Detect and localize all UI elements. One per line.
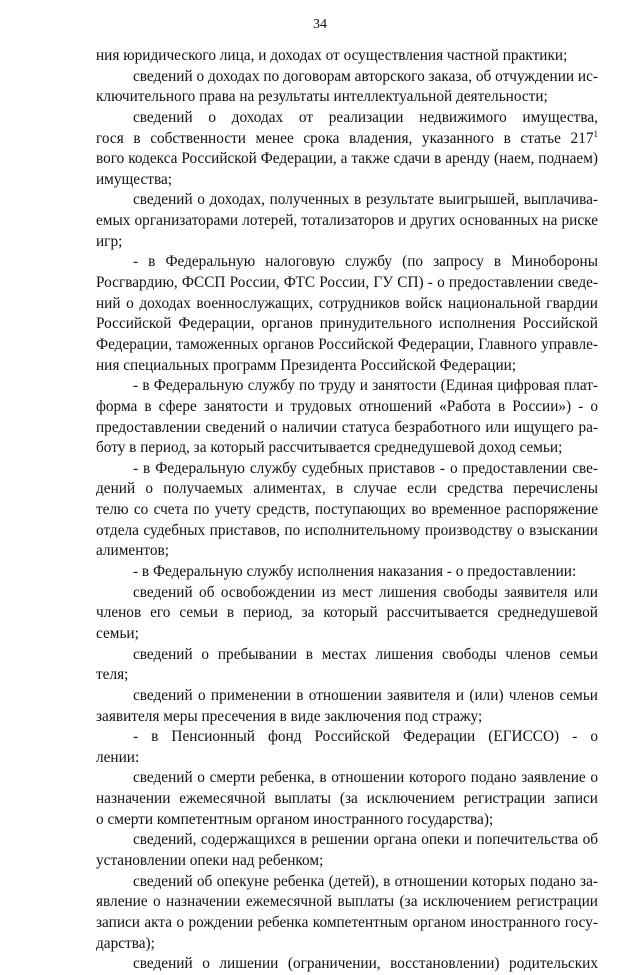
text-segment: гося в собственности менее срока владения, указанного в статье 217 — [96, 129, 594, 147]
footnote-superscript: 1 — [593, 128, 598, 139]
text-line: теля; — [96, 666, 129, 684]
text-line: емых организаторами лотерей, тотализаторов и других основанных на риске — [96, 212, 598, 230]
text-line: отдела судебных приставов, по исполнительному производству о взыскании — [96, 521, 598, 539]
text-line: сведений о доходах, полученных в результате выигрышей, выплачива- — [133, 191, 598, 209]
page-number: 34 — [313, 17, 327, 32]
text-line: сведений о смерти ребенка, в отношении которого подано заявление о — [133, 769, 598, 787]
text-line: лении: — [96, 748, 140, 766]
text-line: сведений о пребывании в местах лишения свободы членов семьи — [133, 645, 598, 663]
text-line: предоставлении сведений о наличии статуса безработного или ищущего ра- — [96, 418, 598, 436]
text-line: Российской Федерации, органов принудительного исполнения Российской — [96, 315, 598, 333]
text-line: явление о назначении ежемесячной выплаты (за исключением регистрации — [96, 893, 598, 911]
text-line: ния специальных программ Президента Российской Федерации; — [96, 356, 517, 374]
text-line: боту в период, за который рассчитывается среднедушевой доход семьи; — [96, 439, 563, 457]
text-line: установлении опеки над ребенком; — [96, 851, 324, 869]
text-line: сведений о доходах от реализации недвижимого имущества, — [133, 108, 598, 126]
text-line: - в Федеральную службу исполнения наказания - о предоставлении: — [133, 563, 577, 581]
text-line: имущества; — [96, 170, 172, 188]
text-line: форма в сфере занятости и трудовых отношений «Работа в России») - о — [96, 397, 598, 415]
text-line: - в Федеральную службу по труду и занятости (Единая цифровая плат- — [133, 377, 598, 395]
text-line: телю со счета по учету средств, поступающих во временное распоряжение — [96, 501, 598, 519]
text-line: записи акта о рождении ребенка компетентным органом иностранного госу- — [96, 913, 598, 931]
text-line: дений о получаемых алиментах, в случае если средства перечислены — [96, 480, 598, 498]
document-body — [96, 46, 598, 975]
text-line: членов его семьи в период, за который рассчитывается среднедушевой — [96, 604, 598, 622]
text-line: сведений о лишении (ограничении, восстановлении) родительских — [133, 955, 598, 973]
text-line: назначении ежемесячной выплаты (за исключением регистрации записи — [96, 790, 598, 808]
text-line: сведений о доходах по договорам авторского заказа, об отчуждении ис- — [133, 67, 598, 85]
text-line: заявителя меры пресечения в виде заключения под стражу; — [96, 707, 483, 725]
text-line: алиментов; — [96, 542, 170, 560]
text-line: о смерти компетентным органом иностранного государства); — [96, 810, 494, 828]
text-line: вого кодекса Российской Федерации, а также сдачи в аренду (наем, поднаем) — [96, 150, 598, 168]
text-line — [96, 129, 598, 150]
text-line: игр; — [96, 232, 123, 250]
text-line: семьи; — [96, 624, 139, 642]
text-line: Росгвардию, ФССП России, ФТС России, ГУ СП) - о предоставлении сведе- — [96, 274, 598, 292]
text-line: сведений о применении в отношении заявителя и (или) членов семьи — [133, 686, 598, 704]
text-line: дарства); — [96, 934, 155, 952]
text-line: сведений, содержащихся в решении органа опеки и попечительства об — [133, 831, 598, 849]
text-line: - в Федеральную службу судебных приставов - о предоставлении све- — [133, 459, 598, 477]
text-line: ключительного права на результаты интеллектуальной деятельности; — [96, 88, 548, 106]
text-line: Федерации, таможенных органов Российской Федерации, Главного управле- — [96, 335, 598, 353]
text-line: ний о доходах военнослужащих, сотрудников войск национальной гвардии — [96, 294, 598, 312]
text-line: - в Пенсионный фонд Российской Федерации (ЕГИССО) - о — [133, 728, 598, 746]
text-line: сведений об освобождении из мест лишения свободы заявителя или — [133, 583, 598, 601]
text-line: сведений об опекуне ребенка (детей), в отношении которых подано за- — [133, 872, 598, 890]
text-line: - в Федеральную налоговую службу (по запросу в Минобороны — [133, 253, 598, 271]
text-line: ния юридического лица, и доходах от осуществления частной практики; — [96, 47, 568, 64]
